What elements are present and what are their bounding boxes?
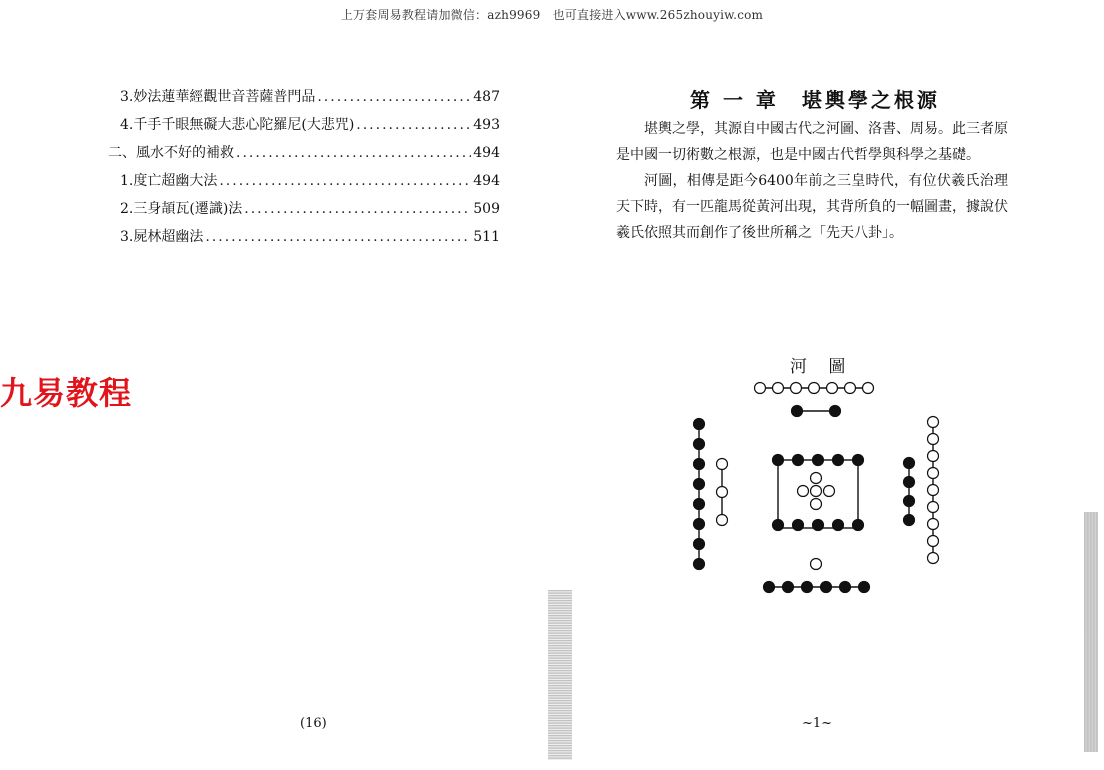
- right-inner-black-dot: [904, 458, 915, 469]
- toc-entry-title: 1.度亡超幽大法: [120, 173, 218, 189]
- right-outer-white-dot: [928, 434, 939, 445]
- center-top-row-black-dot: [773, 455, 784, 466]
- toc-entry: [120, 226, 500, 248]
- right-inner-black-dot: [904, 477, 915, 488]
- right-outer-white-dot: [928, 417, 939, 428]
- top-inner-black-dot: [792, 406, 803, 417]
- top-outer-white-dot: [827, 383, 838, 394]
- center-top-row-black-dot: [833, 455, 844, 466]
- right-outer-white-dot: [928, 451, 939, 462]
- page-header-banner: 上万套周易教程请加微信：azh9969 也可直接进入www.265zhouyiw.com: [340, 8, 764, 22]
- top-outer-white-dot: [845, 383, 856, 394]
- bottom-outer-black-dot: [783, 582, 794, 593]
- top-outer-white-dot: [809, 383, 820, 394]
- center-bottom-row-black-dot: [853, 520, 864, 531]
- bottom-inner-white-dot: [811, 559, 822, 570]
- left-inner-white-dot: [717, 459, 728, 470]
- paragraph: 河圖，相傳是距今6400年前之三皇時代，有位伏羲氏治理天下時，有一匹龍馬從黃河出現，其背所負的一幅圖畫，據說伏羲氏依照其而創作了後世所稱之「先天八卦」。: [616, 173, 1008, 241]
- left-outer-black-dot: [694, 539, 705, 550]
- toc-leader-dots: [205, 229, 471, 245]
- bottom-outer-black-dot: [859, 582, 870, 593]
- toc-entry: [120, 86, 500, 108]
- right-inner-black-dot: [904, 496, 915, 507]
- left-outer-black-dot: [694, 559, 705, 570]
- bottom-outer-black-dot: [821, 582, 832, 593]
- watermark-logo-text: 九易教程: [0, 374, 133, 412]
- toc-entry-title: 3.妙法蓮華經觀世音菩薩普門品: [120, 89, 316, 105]
- chapter-title: 第 一 章 堪輿學之根源: [690, 88, 940, 112]
- right-outer-white-dot: [928, 468, 939, 479]
- right-outer-white-dot: [928, 502, 939, 513]
- right-page-number: ~1~: [802, 716, 833, 731]
- left-outer-black-dot: [694, 459, 705, 470]
- left-outer-black-dot: [694, 479, 705, 490]
- book-spine-shadow: [548, 590, 572, 760]
- top-outer-white-dot: [863, 383, 874, 394]
- toc-entry: [108, 142, 500, 164]
- right-outer-white-dot: [928, 553, 939, 564]
- top-outer-white-dot: [755, 383, 766, 394]
- toc-entry-page: 494: [473, 145, 500, 161]
- toc-leader-dots: [317, 89, 471, 105]
- toc-entry-title: 二、風水不好的補救: [108, 145, 234, 161]
- top-outer-white-dot: [773, 383, 784, 394]
- center-top-row-black-dot: [813, 455, 824, 466]
- left-inner-white-dot: [717, 487, 728, 498]
- hetu-diagram: [680, 370, 960, 606]
- center-top-row-black-dot: [793, 455, 804, 466]
- toc-leader-dots: [244, 201, 471, 217]
- left-outer-black-dot: [694, 499, 705, 510]
- left-outer-black-dot: [694, 439, 705, 450]
- center-cross-white-dot: [811, 486, 822, 497]
- toc-entry: [120, 114, 500, 136]
- toc-leader-dots: [356, 117, 471, 133]
- toc-entry-page: 511: [473, 229, 500, 245]
- left-outer-black-dot: [694, 519, 705, 530]
- bottom-outer-black-dot: [764, 582, 775, 593]
- bottom-outer-black-dot: [840, 582, 851, 593]
- center-cross-white-dot: [798, 486, 809, 497]
- right-inner-black-dot: [904, 515, 915, 526]
- top-inner-black-dot: [830, 406, 841, 417]
- right-outer-white-dot: [928, 485, 939, 496]
- paragraph: 堪輿之學，其源自中國古代之河圖、洛書、周易。此三者原是中國一切術數之根源，也是中國古代哲學與科學之基礎。: [616, 121, 1008, 163]
- toc-entry-title: 3.屍林超幽法: [120, 229, 204, 245]
- center-cross-white-dot: [811, 473, 822, 484]
- center-bottom-row-black-dot: [813, 520, 824, 531]
- toc-leader-dots: [236, 145, 471, 161]
- left-page-number: (16): [300, 716, 327, 731]
- center-top-row-black-dot: [853, 455, 864, 466]
- center-cross-white-dot: [824, 486, 835, 497]
- figure-title: 河 圖: [790, 357, 854, 377]
- left-outer-black-dot: [694, 419, 705, 430]
- toc-entry-title: 2.三身頡瓦(遷識)法: [120, 201, 243, 217]
- right-outer-white-dot: [928, 536, 939, 547]
- toc-entry: [120, 170, 500, 192]
- chapter-body: [616, 116, 1008, 246]
- toc-leader-dots: [219, 173, 471, 189]
- center-bottom-row-black-dot: [773, 520, 784, 531]
- left-inner-white-dot: [717, 515, 728, 526]
- toc-entry-title: 4.千手千眼無礙大悲心陀羅尼(大悲咒): [120, 117, 355, 133]
- toc-entry: [120, 198, 500, 220]
- center-bottom-row-black-dot: [833, 520, 844, 531]
- toc-entry-page: 509: [473, 201, 500, 217]
- toc-entry-page: 487: [473, 89, 500, 105]
- toc-entry-page: 493: [473, 117, 500, 133]
- center-bottom-row-black-dot: [793, 520, 804, 531]
- top-outer-white-dot: [791, 383, 802, 394]
- center-cross-white-dot: [811, 499, 822, 510]
- right-outer-white-dot: [928, 519, 939, 530]
- toc-entry-page: 494: [473, 173, 500, 189]
- page-edge-shadow: [1084, 512, 1098, 752]
- bottom-outer-black-dot: [802, 582, 813, 593]
